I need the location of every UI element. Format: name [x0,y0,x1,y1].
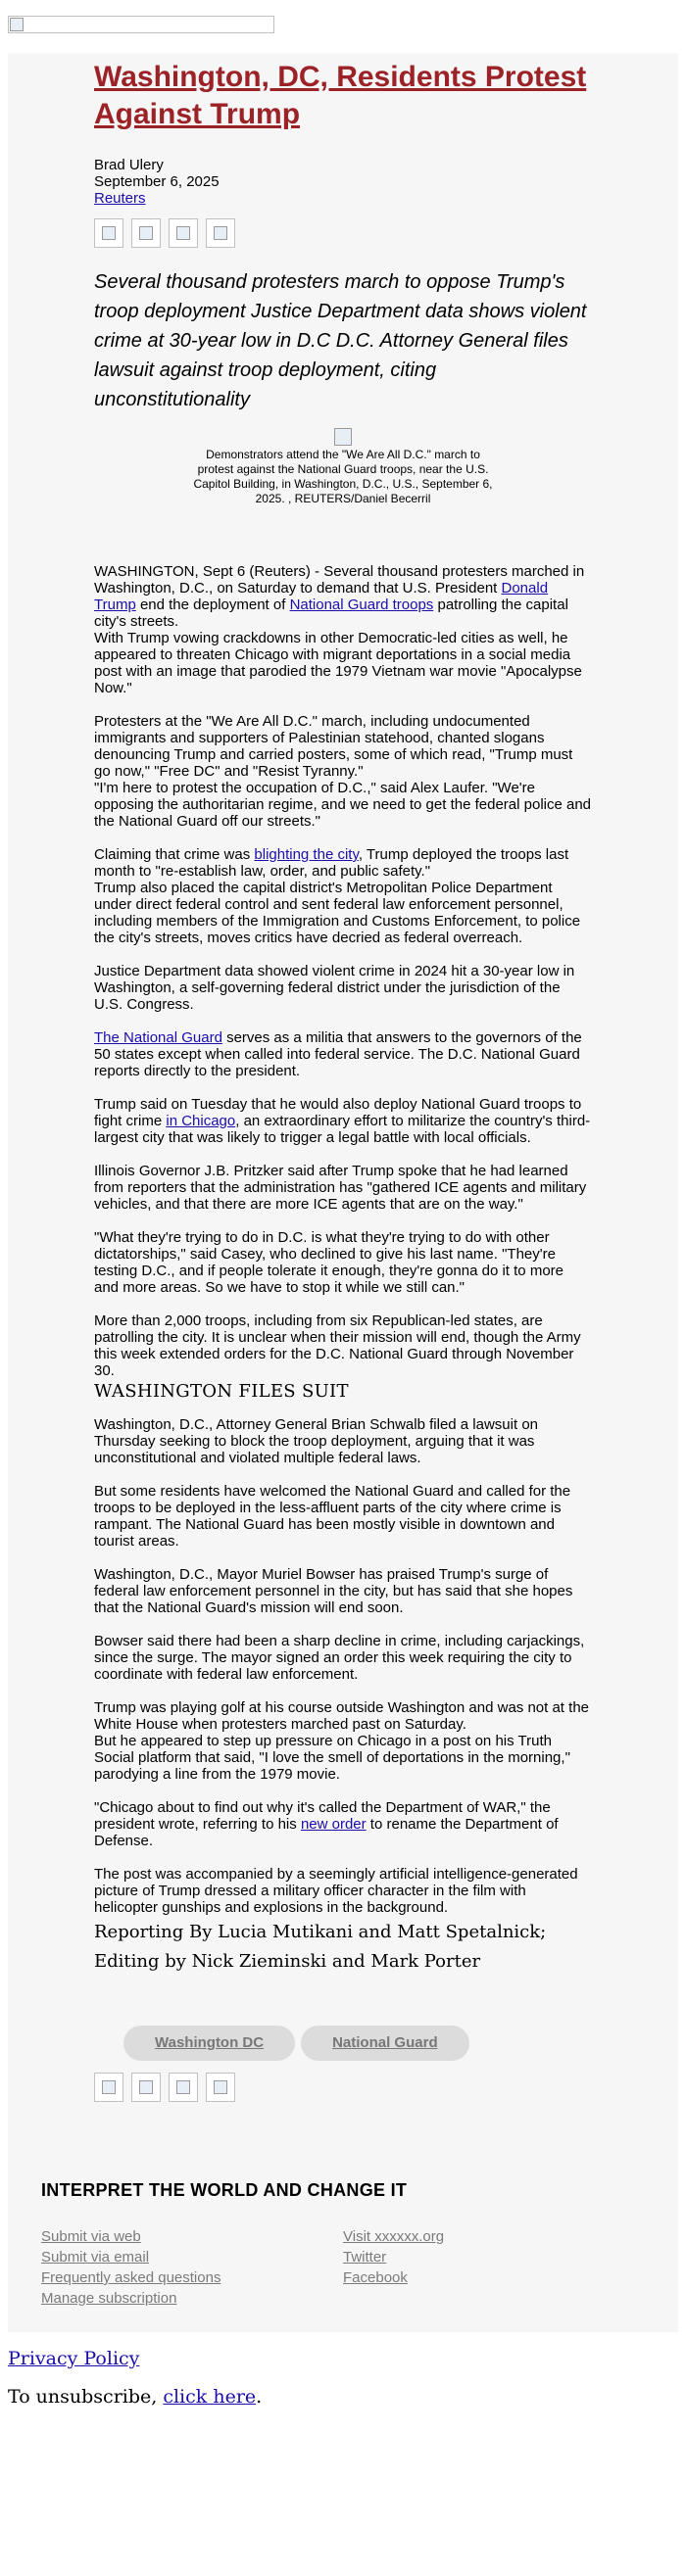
tag-washington-dc[interactable]: Washington DC [123,2026,295,2061]
link-new-order[interactable]: new order [300,1816,367,1833]
article-figure [191,428,495,506]
submit-via-email-link[interactable]: Submit via email [41,2249,150,2266]
paragraph: Washington, D.C., Attorney General Brian Schwalb filed a lawsuit on Thursday seeking to block the troop deployment, arguing that it was unconstitutional and violated multiple federal laws. [94,1416,539,1466]
newsletter-footer [8,2180,678,2309]
article-deck: Several thousand protesters march to oppose Trump's troop deployment Justice Department data shows violent crime at 30-year low in D.C D.C. Attorney General files lawsuit against troop deployment, citing unconstitutionality [94,271,587,410]
share-image-icon[interactable] [169,2073,198,2102]
link-blighting-the-city[interactable]: blighting the city [254,846,359,863]
newsletter-container [8,53,678,2332]
footer-links [41,2226,645,2309]
paragraph: WASHINGTON, Sept 6 (Reuters) - Several thousand protesters marched in Washington, D.C., on Saturday to demand that U.S. President Donald Trump end the deployment of National Guard troops patrolling the capital city's streets. [94,563,585,630]
tag-list [123,2026,592,2061]
tag-national-guard[interactable]: National Guard [301,2026,469,2061]
facebook-link[interactable]: Facebook [343,2269,408,2286]
byline [94,157,592,207]
share-image-icon[interactable] [131,218,161,248]
broken-image-icon [334,428,352,446]
link-the-national-guard[interactable]: The National Guard [94,1029,222,1046]
footer-left-column [41,2226,343,2309]
section-subhead: WASHINGTON FILES SUIT [94,1381,349,1402]
unsubscribe-link[interactable]: click here [163,2386,257,2408]
paragraph: Washington, D.C., Mayor Muriel Bowser has praised Trump's surge of federal law enforcement personnel in the city, but has said that she hopes that the National Guard's mission will end soon. [94,1566,573,1616]
article-credits [94,1918,592,1977]
twitter-link[interactable]: Twitter [343,2249,387,2266]
paragraph: But he appeared to step up pressure on Chicago in a post on his Truth Social platform that said, "I love the smell of deportations in the morning," parodying a line from the 1979 movie. [94,1733,570,1783]
link-in-chicago[interactable]: in Chicago [166,1113,236,1129]
paragraph: "I'm here to protest the occupation of D.C.," said Alex Laufer. "We're opposing the authoritarian regime, and we need to get the federal police and the National Guard off our streets." [94,780,592,830]
paragraph: Protesters at the "We Are All D.C." march, including undocumented immigrants and supporters of Palestinian statehood, chanted slogans denouncing Trump and carried posters, some of which read, "Trump must go now," "Free DC" and "Resist Tyranny." [94,713,573,780]
share-icons-bottom [94,2073,592,2102]
unsubscribe-line: To unsubscribe, click here. [8,2386,263,2408]
share-image-icon[interactable] [206,2073,235,2102]
paragraph: The National Guard serves as a militia that answers to the governors of the 50 states except when called into federal service. The D.C. National Guard reports directly to the president. [94,1029,582,1079]
paragraph: But some residents have welcomed the National Guard and called for the troops to be deployed in the less-affluent parts of the city where crime is rampant. The National Guard has been mostly visible in downtown and tourist areas. [94,1483,571,1550]
footer-right-column [343,2226,645,2309]
legal-links [0,2348,686,2408]
paragraph: Trump said on Tuesday that he would also deploy National Guard troops to fight crime in Chicago, an extraordinary effort to militarize the country's third-largest city that was likely to trigger a legal battle with local officials. [94,1096,591,1146]
top-banner [0,0,686,39]
paragraph: "Chicago about to find out why it's called the Department of WAR," the president wrote, referring to his new order to rename the Department of Defense. [94,1799,559,1849]
image-caption: Demonstrators attend the "We Are All D.C." march to protest against the National Guard troops, near the U.S. Capitol Building, in Washington, D.C., U.S., September 6, 2025. , REUTERS/Daniel Becerril [193,448,493,505]
share-icons-top [94,218,592,248]
author: Brad Ulery [94,157,164,173]
paragraph: More than 2,000 troops, including from six Republican-led states, are patrolling the city. It is unclear when their mission will end, though the Army this week extended orders for the D.C. National Guard through November 30. [94,1312,581,1379]
source-link[interactable]: Reuters [94,190,146,207]
paragraph: Bowser said there had been a sharp decline in crime, including carjackings, since the surge. The mayor signed an order this week requiring the city to coordinate with federal law enforcement. [94,1633,585,1683]
share-image-icon[interactable] [169,218,198,248]
editing-credit: Editing by Nick Zieminski and Mark Porter [94,1951,481,1972]
paragraph: Claiming that crime was blighting the city, Trump deployed the troops last month to "re-establish law, order, and public safety." [94,846,569,880]
paragraph: With Trump vowing crackdowns in other Democratic-led cities as well, he appeared to threaten Chicago with migrant deportations in a social media post with an image that parodied the 1979 Vietnam war movie "Apocalypse Now." [94,630,582,696]
reporting-credit: Reporting By Lucia Mutikani and Matt Spetalnick; [94,1922,547,1942]
share-image-icon[interactable] [131,2073,161,2102]
paragraph: Trump also placed the capital district's Metropolitan Police Department under direct federal control and sent federal law enforcement personnel, including members of the Immigration and Customs Enforcement, to police the city's streets, moves critics have decried as federal overreach. [94,880,581,946]
footer-title: INTERPRET THE WORLD AND CHANGE IT [41,2180,408,2200]
link-donald-trump[interactable]: Donald Trump [94,580,549,613]
share-image-icon[interactable] [94,218,123,248]
article-headline[interactable]: Washington, DC, Residents Protest Against Trump [94,61,587,130]
header-image-placeholder [8,16,274,33]
share-image-icon[interactable] [206,218,235,248]
paragraph: The post was accompanied by a seemingly artificial intelligence-generated picture of Trump dressed a military officer character in the film with helicopter gunships and explosions in the background. [94,1866,578,1916]
paragraph: Illinois Governor J.B. Pritzker said after Trump spoke that he had learned from reporters that the administration has "gathered ICE agents and military vehicles, and that there are more ICE agents that are on the way." [94,1163,587,1213]
article-body [94,563,592,1977]
share-image-icon[interactable] [94,2073,123,2102]
manage-subscription-link[interactable]: Manage subscription [41,2290,177,2307]
privacy-policy-link[interactable]: Privacy Policy [8,2348,140,2369]
paragraph: Justice Department data showed violent crime in 2024 hit a 30-year low in Washington, a self-governing federal district under the jurisdiction of the U.S. Congress. [94,963,575,1013]
paragraph: Trump was playing golf at his course outside Washington and was not at the White House when protesters marched past on Saturday. [94,1699,589,1733]
faq-link[interactable]: Frequently asked questions [41,2269,221,2286]
article [8,53,678,2102]
link-national-guard-troops[interactable]: National Guard troops [289,596,434,613]
paragraph: "What they're trying to do in D.C. is what they're trying to do with other dictatorships," said Casey, who declined to give his last name. "They're testing D.C., and if people tolerate it enough, they're gonna do it to more and more areas. So we have to stop it while we still can." [94,1229,564,1296]
visit-site-link[interactable]: Visit xxxxxx.org [343,2228,445,2245]
submit-via-web-link[interactable]: Submit via web [41,2228,141,2245]
publish-date: September 6, 2025 [94,173,220,190]
